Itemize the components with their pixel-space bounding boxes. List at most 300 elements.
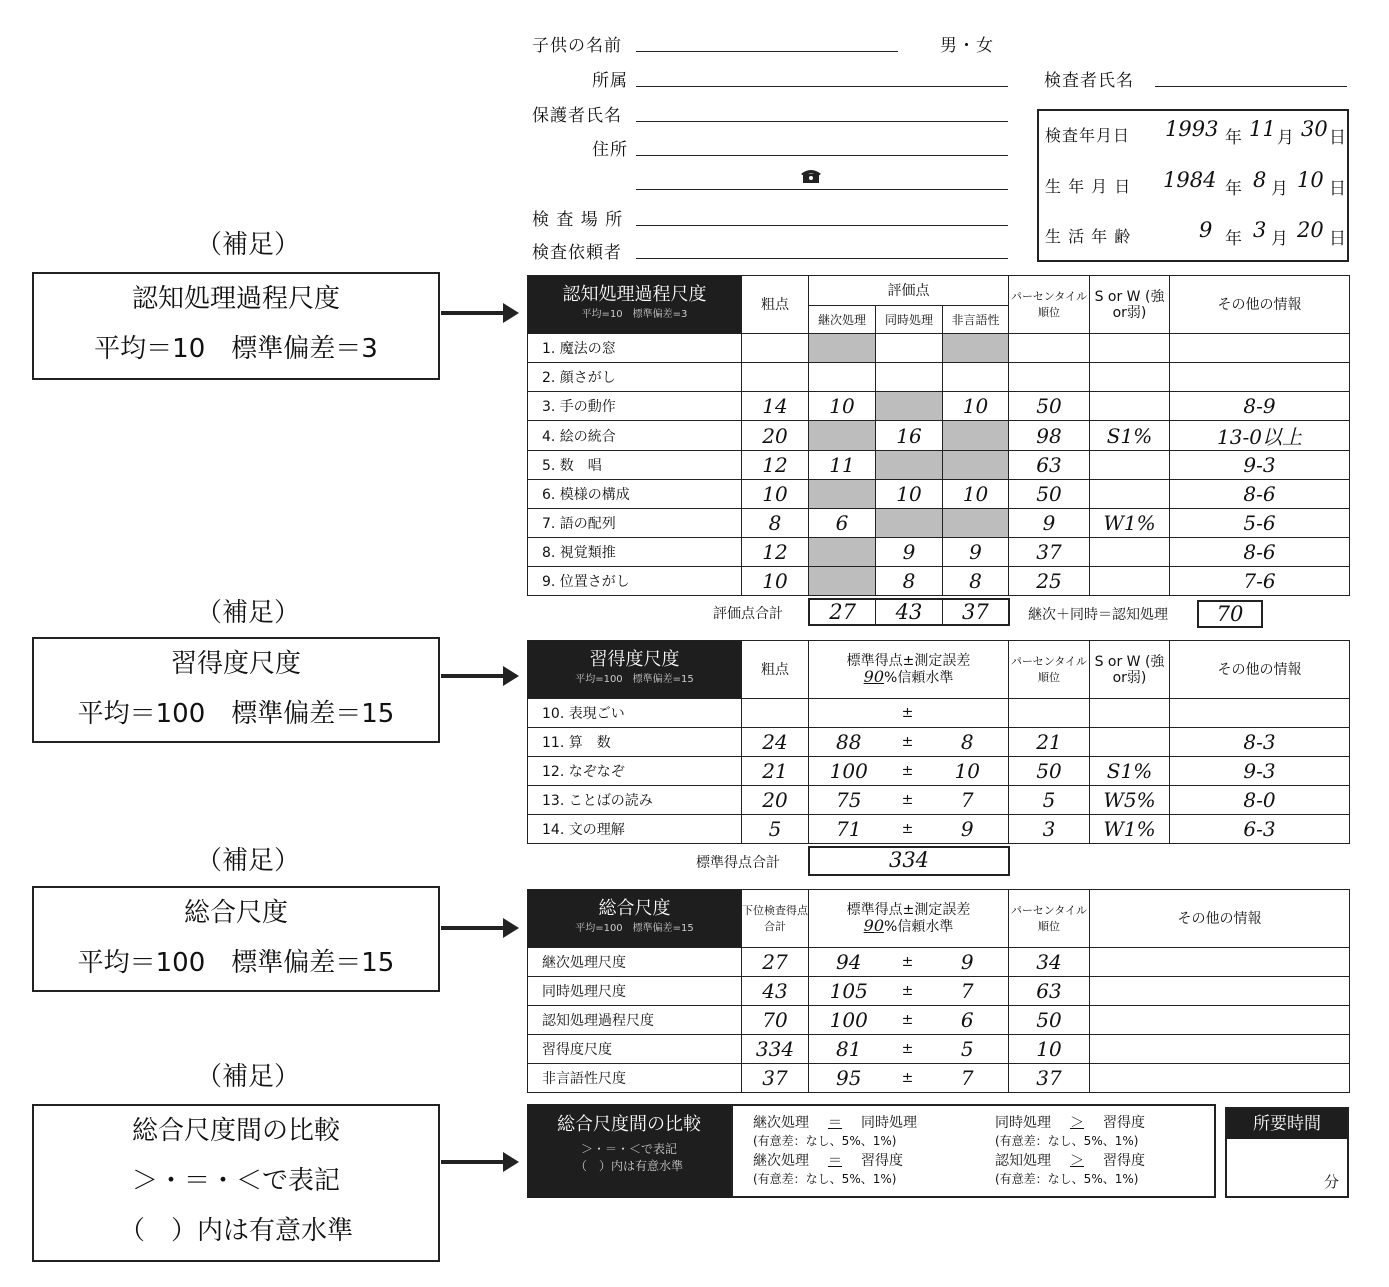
std-score[interactable] — [809, 815, 889, 844]
std-score-value[interactable]: 75 — [836, 788, 862, 812]
percentile[interactable] — [1009, 480, 1090, 509]
nonverbal-score[interactable] — [943, 334, 1009, 363]
nonverbal-score[interactable] — [943, 451, 1009, 480]
strength-weakness-value[interactable]: S1% — [1106, 423, 1153, 448]
time-label: 所要時間 — [1227, 1109, 1347, 1139]
subtest-sum[interactable] — [742, 1064, 809, 1093]
other-info[interactable] — [1090, 1006, 1350, 1035]
other-info-value[interactable]: 7-6 — [1243, 569, 1276, 593]
composite-title: 総合尺度 平均=100 標準偏差=15 — [528, 890, 742, 948]
subtest-sum[interactable] — [742, 1035, 809, 1064]
table-row — [528, 1064, 1350, 1093]
percentile[interactable] — [1009, 509, 1090, 538]
sim-score[interactable] — [876, 538, 943, 567]
address-label: 住所 — [592, 140, 628, 160]
seq-score[interactable] — [809, 480, 876, 509]
strength-weakness[interactable] — [1090, 334, 1170, 363]
comparison-scale: 同時処理 — [995, 1115, 1051, 1131]
plus-minus-value: ± — [901, 1041, 914, 1057]
sim-score[interactable] — [876, 480, 943, 509]
std-score[interactable] — [809, 786, 889, 815]
strength-weakness-value[interactable]: W1% — [1103, 817, 1156, 841]
table-row — [528, 421, 1350, 451]
strength-weakness[interactable] — [1090, 363, 1170, 392]
raw-score-value[interactable]: 10 — [762, 569, 788, 593]
percentile[interactable] — [1009, 421, 1090, 451]
percentile-value[interactable]: 25 — [1036, 569, 1062, 593]
seq-score-value[interactable]: 10 — [829, 394, 855, 418]
raw-score[interactable] — [742, 757, 809, 786]
table-row — [528, 538, 1350, 567]
plus-minus-value: ± — [901, 734, 914, 750]
std-score[interactable] — [809, 1035, 889, 1064]
guardian-field[interactable] — [636, 121, 1008, 122]
raw-score[interactable] — [742, 392, 809, 421]
plus-minus-value: ± — [901, 983, 914, 999]
raw-score-value[interactable]: 24 — [762, 730, 788, 754]
subtest-sum-value[interactable]: 70 — [762, 1008, 788, 1032]
std-score[interactable] — [809, 948, 889, 977]
test-date-month[interactable]: 11 — [1249, 117, 1276, 141]
plus-minus — [889, 815, 927, 844]
raw-score[interactable] — [742, 480, 809, 509]
sim-score-value[interactable]: 16 — [896, 423, 922, 448]
raw-score[interactable] — [742, 567, 809, 596]
age-years[interactable]: 9 — [1199, 218, 1213, 242]
percentile[interactable] — [1009, 948, 1090, 977]
std-score-value[interactable]: 71 — [836, 817, 862, 841]
comparison-item — [995, 1112, 1145, 1149]
percentile-value[interactable]: 37 — [1036, 1066, 1062, 1090]
sum-value[interactable]: 70 — [1216, 602, 1244, 626]
std-score-value[interactable]: 88 — [836, 730, 862, 754]
year-unit: 年 — [1225, 179, 1243, 199]
nonverbal-score[interactable] — [943, 363, 1009, 392]
percentile-value[interactable]: 50 — [1036, 759, 1062, 783]
strength-weakness[interactable] — [1090, 480, 1170, 509]
venue-field[interactable] — [636, 225, 1008, 226]
std-score[interactable] — [809, 728, 889, 757]
other-info-value[interactable]: 8-0 — [1243, 788, 1276, 812]
other-info[interactable] — [1170, 538, 1350, 567]
std-score-value[interactable]: 100 — [829, 759, 868, 783]
subtest-name-value: 11. 算 数 — [542, 735, 611, 751]
percentile-value[interactable]: 21 — [1036, 730, 1062, 754]
comparison-operator[interactable]: ＝ — [828, 1115, 842, 1131]
strength-weakness-value[interactable]: W5% — [1103, 788, 1156, 812]
std-score-value[interactable]: 94 — [836, 950, 862, 974]
raw-score-value[interactable]: 12 — [762, 453, 788, 477]
subtest-sum[interactable] — [742, 977, 809, 1006]
std-error-value[interactable]: 7 — [960, 1066, 974, 1090]
other-info[interactable] — [1170, 757, 1350, 786]
other-info-value[interactable]: 13-0以上 — [1217, 425, 1302, 449]
test-date-day[interactable]: 30 — [1301, 117, 1328, 141]
other-info[interactable] — [1170, 392, 1350, 421]
arrow-icon — [441, 1160, 505, 1164]
table-row — [528, 1035, 1350, 1064]
subtest-name — [528, 421, 742, 451]
percentile-value[interactable]: 37 — [1036, 540, 1062, 564]
other-info[interactable] — [1170, 509, 1350, 538]
std-error[interactable] — [927, 815, 1009, 844]
examiner-field[interactable] — [1155, 86, 1347, 87]
sim-score-value[interactable]: 10 — [896, 482, 922, 506]
std-total-value[interactable]: 334 — [888, 848, 930, 872]
header-other: その他の情報 — [1170, 276, 1350, 334]
percentile[interactable] — [1009, 538, 1090, 567]
sim-score-value[interactable]: 9 — [902, 540, 916, 564]
std-score[interactable] — [809, 977, 889, 1006]
percentile-value[interactable]: 98 — [1036, 423, 1062, 448]
sim-score[interactable] — [876, 334, 943, 363]
subtest-sum-value[interactable]: 334 — [755, 1037, 795, 1061]
header-sim: 同時処理 — [876, 306, 943, 334]
percentile-value[interactable]: 10 — [1036, 1037, 1062, 1061]
percentile[interactable] — [1009, 1006, 1090, 1035]
std-error-value[interactable]: 9 — [960, 817, 974, 841]
other-info-value[interactable]: 9-3 — [1243, 759, 1276, 783]
std-score-value[interactable]: 81 — [836, 1037, 862, 1061]
std-score-value[interactable]: 105 — [829, 979, 868, 1003]
other-info[interactable] — [1090, 948, 1350, 977]
subtest-name-value: 10. 表現ごい — [542, 706, 625, 722]
gender-label[interactable]: 男・女 — [940, 36, 994, 56]
raw-score[interactable] — [742, 728, 809, 757]
std-score[interactable] — [809, 757, 889, 786]
percentile-value[interactable]: 50 — [1036, 394, 1062, 418]
address-field[interactable] — [636, 155, 1008, 156]
raw-score[interactable] — [742, 451, 809, 480]
percentile[interactable] — [1009, 392, 1090, 421]
affiliation-field[interactable] — [636, 86, 1008, 87]
significance-options[interactable]: (有意差：なし、5%、1%) — [995, 1172, 1139, 1186]
other-info[interactable] — [1170, 480, 1350, 509]
nonverbal-score-value[interactable]: 10 — [962, 482, 989, 506]
plus-minus-value: ± — [901, 1070, 914, 1086]
nonverbal-score[interactable] — [943, 509, 1009, 538]
strength-weakness[interactable] — [1090, 392, 1170, 421]
raw-score-value[interactable]: 8 — [768, 511, 782, 535]
sim-score[interactable] — [876, 421, 943, 451]
strength-weakness[interactable] — [1090, 699, 1170, 728]
strength-weakness[interactable] — [1090, 728, 1170, 757]
percentile[interactable] — [1009, 728, 1090, 757]
plus-minus — [889, 786, 927, 815]
supplement-title: 総合尺度間の比較 — [131, 1116, 340, 1146]
other-info-value[interactable]: 9-3 — [1243, 453, 1276, 477]
nonverbal-score[interactable] — [943, 567, 1009, 596]
strength-weakness[interactable] — [1090, 567, 1170, 596]
examiner-label: 検査者氏名 — [1044, 71, 1134, 91]
raw-score[interactable] — [742, 538, 809, 567]
arrow-icon — [441, 674, 505, 678]
subtest-sum-value[interactable]: 27 — [762, 950, 788, 974]
raw-score-value[interactable]: 5 — [768, 817, 782, 841]
std-score[interactable] — [809, 699, 889, 728]
supplement-note: （補足） — [196, 230, 301, 260]
plus-minus — [889, 1064, 927, 1093]
other-info[interactable] — [1170, 451, 1350, 480]
eval-total-nonverbal[interactable]: 37 — [961, 600, 989, 624]
seq-score-value[interactable]: 11 — [829, 453, 855, 477]
percentile[interactable] — [1009, 567, 1090, 596]
age-days[interactable]: 20 — [1297, 218, 1324, 242]
percentile[interactable] — [1009, 757, 1090, 786]
table-row — [528, 786, 1350, 815]
subtest-sum[interactable] — [742, 1006, 809, 1035]
address-field-2[interactable] — [636, 189, 1008, 190]
other-info[interactable] — [1090, 977, 1350, 1006]
raw-score-value[interactable]: 14 — [762, 394, 788, 418]
std-error-value[interactable]: 7 — [960, 979, 974, 1003]
raw-score[interactable] — [742, 815, 809, 844]
std-error[interactable] — [927, 977, 1009, 1006]
seq-score[interactable] — [809, 538, 876, 567]
sim-score[interactable] — [876, 363, 943, 392]
std-score-value[interactable]: 95 — [836, 1066, 862, 1090]
comparison-operator[interactable]: ＞ — [1070, 1153, 1084, 1169]
other-info[interactable] — [1170, 421, 1350, 451]
raw-score[interactable] — [742, 421, 809, 451]
percentile[interactable] — [1009, 977, 1090, 1006]
sim-score[interactable] — [876, 392, 943, 421]
sim-score[interactable] — [876, 451, 943, 480]
percentile[interactable] — [1009, 1035, 1090, 1064]
birth-date-day[interactable]: 10 — [1297, 168, 1324, 192]
strength-weakness[interactable] — [1090, 451, 1170, 480]
table-row — [528, 392, 1350, 421]
test-date-year[interactable]: 1993 — [1165, 117, 1219, 141]
significance-options[interactable]: (有意差：なし、5%、1%) — [995, 1134, 1139, 1148]
birth-date-month[interactable]: 8 — [1253, 168, 1267, 192]
percentile-value[interactable]: 9 — [1042, 511, 1056, 535]
supplement-note: （補足） — [196, 846, 301, 876]
strength-weakness[interactable] — [1090, 538, 1170, 567]
std-error[interactable] — [927, 1006, 1009, 1035]
plus-minus — [889, 1006, 927, 1035]
strength-weakness-value[interactable]: S1% — [1106, 759, 1153, 783]
table-row — [528, 363, 1350, 392]
supplement-note: （補足） — [196, 598, 301, 628]
std-error-value[interactable]: 8 — [960, 730, 974, 754]
percentile-value[interactable]: 3 — [1042, 817, 1056, 841]
other-info[interactable] — [1170, 815, 1350, 844]
subtest-name-value: 1. 魔法の窓 — [542, 341, 616, 357]
other-info-value[interactable]: 6-3 — [1243, 817, 1276, 841]
percentile[interactable] — [1009, 699, 1090, 728]
std-error-value[interactable]: 7 — [960, 788, 974, 812]
nonverbal-score-value[interactable]: 8 — [969, 569, 982, 593]
nonverbal-score[interactable] — [943, 480, 1009, 509]
strength-weakness[interactable] — [1090, 815, 1170, 844]
subtest-name-value: 8. 視覚類推 — [542, 545, 616, 561]
comparison-scale: 習得度 — [861, 1153, 903, 1169]
std-error-value[interactable]: 5 — [960, 1037, 974, 1061]
strength-weakness[interactable] — [1090, 786, 1170, 815]
raw-score[interactable] — [742, 786, 809, 815]
table-row — [528, 948, 1350, 977]
nonverbal-score-value[interactable]: 10 — [962, 394, 989, 418]
child-name-field[interactable] — [636, 51, 898, 52]
other-info-value[interactable]: 8-9 — [1243, 394, 1276, 418]
comparison-title-box — [527, 1104, 731, 1198]
std-score[interactable] — [809, 1064, 889, 1093]
plus-minus-value: ± — [901, 763, 914, 779]
cognitive-title: 認知処理過程尺度 平均=10 標準偏差=3 — [528, 276, 742, 334]
percentile-value[interactable]: 50 — [1036, 1008, 1062, 1032]
percentile-value[interactable]: 50 — [1036, 482, 1062, 506]
std-error[interactable] — [927, 1035, 1009, 1064]
subtest-name-value: 4. 絵の統合 — [542, 428, 616, 445]
plus-minus — [889, 728, 927, 757]
subtest-sum-value[interactable]: 43 — [762, 979, 788, 1003]
percentile[interactable] — [1009, 451, 1090, 480]
sim-score[interactable] — [876, 567, 943, 596]
std-score[interactable] — [809, 1006, 889, 1035]
seq-score[interactable] — [809, 363, 876, 392]
supplement-title: 総合尺度 — [183, 898, 288, 928]
sum-box — [1197, 600, 1263, 628]
raw-score-value[interactable]: 12 — [762, 540, 788, 564]
plus-minus-value: ± — [901, 954, 914, 970]
seq-score[interactable] — [809, 421, 876, 451]
percentile[interactable] — [1009, 334, 1090, 363]
day-unit: 日 — [1329, 229, 1347, 249]
day-unit: 日 — [1329, 179, 1347, 199]
other-info[interactable] — [1090, 1064, 1350, 1093]
subtest-name-value: 6. 模様の構成 — [542, 487, 630, 503]
eval-total-sim[interactable]: 43 — [876, 600, 942, 624]
comparison-operator[interactable]: ＝ — [828, 1153, 842, 1169]
std-error[interactable] — [927, 728, 1009, 757]
significance-options[interactable]: (有意差：なし、5%、1%) — [753, 1172, 897, 1186]
age-months[interactable]: 3 — [1253, 218, 1267, 242]
requester-field[interactable] — [636, 258, 1008, 259]
subtest-sum[interactable] — [742, 948, 809, 977]
birth-date-year[interactable]: 1984 — [1163, 168, 1217, 192]
subtest-sum-value[interactable]: 37 — [762, 1066, 788, 1090]
std-error[interactable] — [927, 786, 1009, 815]
strength-weakness[interactable] — [1090, 421, 1170, 451]
comparison-sub1: ＞・＝・＜で表記 — [580, 1142, 677, 1156]
test-date-label: 検査年月日 — [1045, 126, 1131, 145]
std-error[interactable] — [927, 699, 1009, 728]
raw-score-value[interactable]: 10 — [762, 482, 788, 506]
cognitive-table — [527, 275, 1350, 596]
seq-score[interactable] — [809, 392, 876, 421]
comparison-scale: 継次処理 — [753, 1153, 809, 1169]
sim-score[interactable] — [876, 509, 943, 538]
header-percentile: パーセンタイル順位 — [1009, 890, 1090, 948]
table-row — [528, 977, 1350, 1006]
other-info[interactable] — [1090, 1035, 1350, 1064]
other-info-value[interactable]: 8-6 — [1243, 540, 1276, 564]
std-error-value[interactable]: 6 — [960, 1008, 974, 1032]
scale-name-value: 同時処理尺度 — [542, 984, 626, 1000]
comparison-scale: 同時処理 — [861, 1115, 917, 1131]
strength-weakness[interactable] — [1090, 757, 1170, 786]
percentile-value[interactable]: 63 — [1036, 979, 1062, 1003]
header-std: 標準得点±測定誤差 90%信頼水準 — [809, 641, 1009, 699]
raw-score[interactable] — [742, 509, 809, 538]
raw-score-value[interactable]: 20 — [762, 788, 788, 812]
nonverbal-score[interactable] — [943, 392, 1009, 421]
percentile-value[interactable]: 5 — [1042, 788, 1056, 812]
other-info[interactable] — [1170, 567, 1350, 596]
std-error-value[interactable]: 10 — [954, 759, 980, 783]
sum-label: 継次＋同時＝認知処理 — [1028, 607, 1168, 623]
raw-score-value[interactable]: 20 — [762, 423, 788, 448]
subtest-name — [528, 786, 742, 815]
venue-label: 検 査 場 所 — [532, 210, 624, 230]
nonverbal-score[interactable] — [943, 538, 1009, 567]
other-info[interactable] — [1170, 334, 1350, 363]
nonverbal-score[interactable] — [943, 421, 1009, 451]
std-error[interactable] — [927, 948, 1009, 977]
raw-score-value[interactable]: 21 — [762, 759, 788, 783]
month-unit: 月 — [1277, 128, 1295, 148]
supplement-stats: 平均＝100 標準偏差＝15 — [77, 948, 395, 978]
std-error[interactable] — [927, 1064, 1009, 1093]
raw-score[interactable] — [742, 699, 809, 728]
percentile[interactable] — [1009, 363, 1090, 392]
plus-minus-value: ± — [901, 1012, 914, 1028]
child-name-label: 子供の名前 — [532, 36, 622, 56]
percentile-value[interactable]: 63 — [1036, 453, 1062, 477]
percentile[interactable] — [1009, 815, 1090, 844]
percentile-value[interactable]: 34 — [1036, 950, 1062, 974]
other-info[interactable] — [1170, 699, 1350, 728]
seq-score[interactable] — [809, 451, 876, 480]
raw-score[interactable] — [742, 334, 809, 363]
percentile[interactable] — [1009, 1064, 1090, 1093]
seq-score-value[interactable]: 6 — [835, 511, 849, 535]
comparison-operator[interactable]: ＞ — [1070, 1115, 1084, 1131]
significance-options[interactable]: (有意差：なし、5%、1%) — [753, 1134, 897, 1148]
sim-score-value[interactable]: 8 — [902, 569, 916, 593]
std-error[interactable] — [927, 757, 1009, 786]
eval-total-seq[interactable]: 27 — [810, 600, 876, 624]
other-info[interactable] — [1170, 728, 1350, 757]
comparison-box — [731, 1104, 1216, 1198]
header-other: その他の情報 — [1090, 890, 1350, 948]
subtest-name — [528, 567, 742, 596]
seq-score[interactable] — [809, 567, 876, 596]
other-info[interactable] — [1170, 786, 1350, 815]
std-error-value[interactable]: 9 — [960, 950, 974, 974]
percentile[interactable] — [1009, 786, 1090, 815]
other-info-value[interactable]: 8-3 — [1243, 730, 1276, 754]
scale-name — [528, 1064, 742, 1093]
strength-weakness-value[interactable]: W1% — [1103, 511, 1156, 535]
other-info[interactable] — [1170, 363, 1350, 392]
seq-score[interactable] — [809, 334, 876, 363]
nonverbal-score-value[interactable]: 9 — [969, 540, 982, 564]
strength-weakness[interactable] — [1090, 509, 1170, 538]
other-info-value[interactable]: 5-6 — [1243, 511, 1276, 535]
scale-name — [528, 1035, 742, 1064]
plus-minus — [889, 977, 927, 1006]
other-info-value[interactable]: 8-6 — [1243, 482, 1276, 506]
subtest-name-value: 12. なぞなぞ — [542, 764, 625, 780]
supplement-line: ＞・＝・＜で表記 — [131, 1166, 340, 1196]
raw-score[interactable] — [742, 363, 809, 392]
seq-score[interactable] — [809, 509, 876, 538]
std-score-value[interactable]: 100 — [829, 1008, 868, 1032]
supplement-stats: 平均＝100 標準偏差＝15 — [77, 699, 395, 729]
year-unit: 年 — [1225, 229, 1243, 249]
